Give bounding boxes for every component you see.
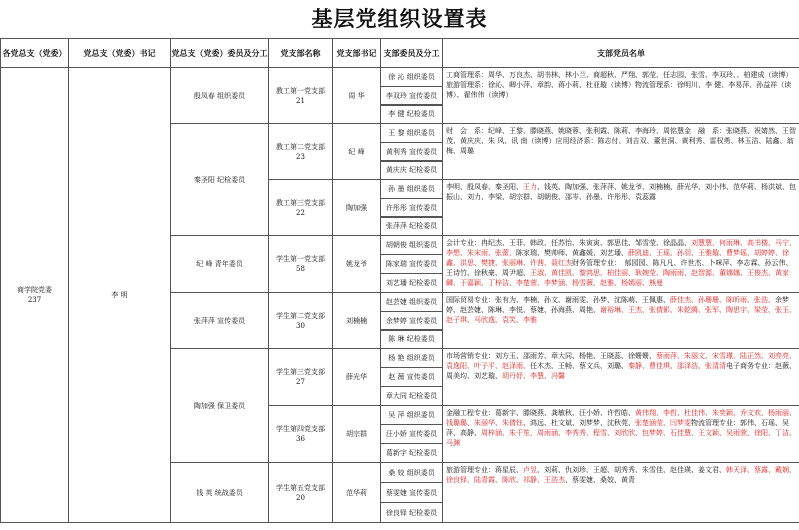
branch-count: 22 [296, 208, 305, 217]
college-secretary-cell [68, 67, 171, 523]
header-cell [332, 38, 381, 68]
member-segment: 王力 [523, 183, 537, 191]
branch-name-cell [268, 405, 333, 463]
branch-role: 赵芸婕 组织委员 [385, 298, 438, 306]
branch-count: 21 [296, 96, 305, 105]
member-segment: 薛佳杰、孙珊珊、陈昕雨、张浩、 [670, 296, 775, 304]
branch-role: 黄利秀 宣传委员 [385, 148, 438, 156]
branch-role-cell [380, 160, 443, 180]
branch-role: 汪小娇 宣传委员 [385, 430, 438, 438]
branch-role-cell [380, 142, 443, 162]
branch-members-cell [442, 292, 799, 349]
branch-name: 学生第二党支部 [276, 311, 325, 320]
page-title: 基层党组织设置表 [311, 6, 488, 31]
branch-name: 学生第四党支部 [276, 425, 325, 433]
member-segment: 余梦婷、赵芸婕、陈琳、李悦、蔡婕、孙海燕、周艳、 [446, 296, 789, 314]
member-segment: 、钱英、陶加强、张萍萍、姚龙爷、刘楠楠、薛光华、刘小伟、范华莉、杨洪斌、包振山、刘力、李梁、胡宗群、胡朝俊、邵岑、孙墨、许彤彤、袁蕊露 [446, 183, 796, 201]
committee-member-cell [170, 462, 269, 523]
branch-role: 陈家瑞 宣传委员 [385, 260, 438, 268]
branch-members-cell [442, 462, 799, 523]
branch-role-cell [380, 179, 443, 199]
member-segment: 电子商务专业：赵薇、周美均、刘艺璇、 [446, 362, 796, 380]
branch-members-cell [442, 179, 799, 236]
branch-secretary: 陶加强 [346, 203, 367, 212]
member-segment: 物流管理专业：郭伟、石瑶、吴萍、高静、 [446, 419, 789, 437]
branch-secretary-cell [332, 462, 381, 523]
member-segment: 卢昱 [523, 466, 537, 474]
header-cell [68, 38, 171, 68]
member-segment: 应用经济系：陈志付、刘吉双、董世洞、黄利秀、雷权勇、林玉洁、陆鑫、翁梅、周璐 [446, 137, 794, 155]
branch-role-cell [380, 424, 443, 444]
branch-role: 徐 沁 组织委员 [388, 73, 435, 81]
header-cell [0, 38, 69, 68]
committee-member: 钱 英 统战委员 [196, 488, 243, 497]
member-segment: 胡丹妤、李慧、冯馨 [502, 372, 565, 380]
header-label: 各党总支（党委） [2, 48, 67, 58]
branch-secretary: 周 华 [348, 91, 365, 100]
branch-role-cell [380, 104, 443, 124]
branch-count: 20 [296, 493, 305, 502]
member-segment: 周梓涵、朱千笙、周雨涵、李秀秀、程雪、刘欣欣、包梦婷、石佳慧、王文颖、吴雨萱、徐阳、丁洁、马渊 [446, 429, 796, 447]
branch-secretary-cell [332, 348, 381, 406]
member-segment: 黄伟翔、李哲、杜佳伟、朱奕颖、乔文欢、杨雨丽、钱璐璐、朱丽华、朱倩钰 [446, 409, 796, 427]
branch-name-cell [268, 67, 333, 124]
branch-role-cell [380, 86, 443, 106]
branch-members-cell [442, 405, 799, 463]
branch-role-cell [380, 311, 443, 331]
branch-secretary: 纪 峰 [348, 147, 365, 156]
member-segment: 、鸿远、杜文斌、刘梦梦、沈秋莞、 [523, 419, 635, 427]
member-segment: 、刘莉、仇刘珍、王超、胡秀秀、朱雪佳、赵佳瑛、姜文君、 [537, 466, 726, 474]
branch-role: 刘艺璠 纪检委员 [385, 279, 438, 287]
college-cell [0, 67, 69, 523]
member-segment: 金融工程专业：葛新宇、滕晓燕、龚敏秋、汪小娇、许哲皓、 [446, 409, 635, 417]
branch-role-cell [380, 273, 443, 293]
branch-name: 教工第一党支部 [276, 86, 325, 95]
committee-member-cell [170, 123, 269, 236]
branch-secretary-cell [332, 123, 381, 180]
branch-name: 教工第三党支部 [276, 198, 325, 207]
branch-count: 30 [296, 321, 305, 330]
branch-role-cell [380, 443, 443, 463]
member-segment: 会计专业：冉纪杰、王菲、韩政、任苏怡、朱寅寅、郭思佳、邹雪莹、徐晶晶、 [446, 239, 691, 247]
branch-name-cell [268, 462, 333, 523]
committee-member: 纪 峰 青年委员 [196, 260, 243, 268]
member-segment: 薛凯迪、王瑶、孙羽、王雅璇、曹梦瑶、胡婷婷、徐鑫、洪思、樊捷、张丽琳、许茜、聂红杰 [446, 249, 789, 267]
branch-role: 孙 墨 组织委员 [388, 185, 435, 193]
branch-role-cell [380, 123, 443, 143]
member-segment: 王淑、黄佳凯、黎鸿思、柏佳丽、耿婉莹、陶雨雨、赵智源、董娜娜、王俊杰、黄家麟、于嘉颖、丁梓洁、李楚萱、李梦涵、杨雪薇、赵雅、杨嫣丽、熊曼 [446, 269, 789, 287]
member-segment: 蔡雨萍、朱丽文、宋雪瑾、陆正然、刘亮亮、袁逸阳、叶子平、赵泽雨、 [446, 352, 796, 370]
member-segment: 谢裕琳、王杰、张倩影、朱乾腾、张军、陶思宇、梁莹、张玉、赵子琪、马欣逸、袁笑、李雅 [446, 306, 796, 324]
member-segment: 旅游管理系：徐沁、卿小萍、章韵、蒋小莉、杜亚璇（读博） [446, 81, 635, 89]
party-organization-table [0, 38, 799, 530]
member-segment: 、蔡雯婕、桑姣、黄青 [565, 476, 635, 484]
branch-secretary: 范华莉 [346, 488, 367, 497]
branch-secretary: 薛光华 [346, 373, 367, 381]
header-cell [268, 38, 333, 68]
member-segment: 市场营销专业：刘方玉、邵雨芳、章大同、杨艳、王晓蕊、徐姗姗、 [446, 352, 656, 360]
member-segment: 陈家瑞、樊帅师、黄鑫媛、刘艺璠、 [516, 249, 628, 257]
member-segment: 物流管理系：徐明川、李 健、李易萍、孙益祥（读博）、翟伟伟（读博） [446, 81, 792, 99]
branch-role-cell [380, 482, 443, 503]
header-cell [442, 38, 799, 68]
branch-count: 58 [296, 265, 305, 273]
header-label: 党总支（党委）委员及分工 [171, 48, 268, 58]
committee-member: 殷凤春 组织委员 [193, 91, 246, 100]
branch-secretary-cell [332, 67, 381, 124]
branch-count: 23 [296, 152, 305, 161]
committee-member: 张萍萍 宣传委员 [193, 316, 246, 325]
committee-member: 秦圣阳 纪检委员 [193, 175, 246, 184]
branch-role: 黄庆庆 纪检委员 [385, 166, 438, 174]
college-name: 商学院党委 [17, 286, 52, 294]
branch-role: 章大同 纪检委员 [385, 392, 438, 400]
branch-role: 杨 艳 组织委员 [388, 354, 435, 362]
branch-role: 陈 琳 纪检委员 [388, 335, 435, 343]
branch-role-cell [380, 405, 443, 425]
committee-member-cell [170, 292, 269, 349]
branch-role-cell [380, 386, 443, 406]
branch-name-cell [268, 179, 333, 236]
header-cell [380, 38, 443, 68]
branch-role: 许彤彤 宣传委员 [385, 204, 438, 212]
branch-count: 27 [296, 378, 305, 386]
branch-role: 徐良铎 纪检委员 [385, 508, 438, 517]
member-segment: 旅游管理专业：蒋星辰、 [446, 466, 523, 474]
member-segment: 财 会 系：纪峰、王黎、滕晓燕、姚晓蓉、张利霞、陈莉、李海玲、周铭慧 [446, 127, 684, 135]
branch-secretary: 胡宗群 [346, 430, 367, 438]
member-segment: 韩天泽、蔡露、戴娴、徐良铎、陆青霞、陈欣、祁静、王浩杰 [446, 466, 796, 484]
member-segment: 秦静、曹佳琪、邵泽浩、张清清 [628, 362, 726, 370]
member-segment: 刘慧慧、何雨琳、高书楼、马宁、李想、朱宋雨、张蕾、 [446, 239, 796, 257]
branch-role-cell [380, 329, 443, 349]
branch-role: 赵 薇 宣传委员 [388, 373, 435, 381]
member-segment: 金 融 系：张晓燕、祝婧然、王智茂、黄庆庆、朱 风、讯 南（读博） [446, 127, 796, 145]
branch-role-cell [380, 462, 443, 483]
branch-secretary-cell [332, 179, 381, 236]
branch-secretary-cell [332, 235, 381, 293]
branch-role-cell [380, 254, 443, 274]
committee-member: 陶加强 保卫委员 [193, 401, 246, 410]
branch-secretary: 姚龙爷 [346, 260, 367, 268]
branch-role: 王 黎 组织委员 [388, 129, 435, 137]
header-label: 支部党员名单 [597, 48, 645, 58]
branch-role: 张萍萍 纪检委员 [385, 222, 438, 230]
branch-role-cell [380, 216, 443, 236]
branch-name-cell [268, 235, 333, 293]
branch-count: 36 [296, 435, 305, 443]
branch-name: 学生第三党支部 [276, 368, 325, 376]
branch-role: 葛新宇 纪检委员 [385, 449, 438, 457]
branch-role: 蔡雯婕 宣传委员 [385, 488, 438, 497]
branch-secretary-cell [332, 405, 381, 463]
branch-role-cell [380, 348, 443, 368]
branch-name: 学生第五党支部 [276, 483, 325, 492]
branch-secretary: 刘楠楠 [346, 316, 367, 325]
branch-members-cell [442, 235, 799, 293]
header-label: 党总支（党委）书记 [83, 48, 156, 58]
header-label: 党支部书记 [336, 48, 377, 58]
branch-role: 吴 萍 组织委员 [388, 411, 435, 419]
member-segment: 工商管理系：周华、万良杰、胡书林、林小兰、商超秋、严翔、郭莹、任志园、张雪、李双玲、、柏建成（读博） [446, 71, 793, 79]
branch-role-cell [380, 292, 443, 312]
branch-members-cell [442, 123, 799, 180]
branch-role-cell [380, 198, 443, 218]
branch-role: 桑 姣 组织委员 [388, 468, 435, 477]
branch-role: 李双玲 宣传委员 [385, 92, 438, 100]
branch-name-cell [268, 348, 333, 406]
header-label: 党支部名称 [280, 48, 321, 58]
member-segment: 财务管理专业： 郁园园、陈凡凡、许世杰、卜咪萍、李志霖、孙云伟、王诗竹、徐秋豪、周尹超、 [446, 259, 793, 277]
branch-role: 李 健 纪检委员 [388, 110, 435, 118]
branch-role-cell [380, 367, 443, 387]
college-secretary: 李 明 [111, 291, 128, 299]
branch-name: 学生第一党支部 [276, 255, 325, 263]
committee-member-cell [170, 235, 269, 293]
header-label: 支部委员及分工 [383, 48, 440, 58]
header-cell [170, 38, 269, 68]
member-segment: 任木杰、王畅、蔡文兵、刘璐、 [530, 362, 628, 370]
committee-member-cell [170, 348, 269, 463]
member-segment: 李明、殷凤春、秦圣阳、 [446, 183, 523, 191]
branch-role: 胡朝俊 组织委员 [385, 241, 438, 249]
branch-role: 余梦婷 宣传委员 [385, 317, 438, 325]
branch-secretary-cell [332, 292, 381, 349]
branch-name: 教工第二党支部 [276, 142, 325, 151]
committee-member-cell [170, 67, 269, 124]
member-segment: 国际贸易专业：张有为、李楠、孙文、谢雨雯、孙梦、沈陈萌、王佩惠、 [446, 296, 670, 304]
branch-members-cell [442, 348, 799, 406]
member-segment: 张楚涵莹、闫梦雯 [635, 419, 691, 427]
branch-name-cell [268, 292, 333, 349]
branch-name-cell [268, 123, 333, 180]
branch-members-cell [442, 67, 799, 124]
branch-role-cell [380, 235, 443, 255]
branch-role-cell [380, 67, 443, 87]
branch-role-cell [380, 502, 443, 523]
college-count: 237 [27, 296, 42, 304]
